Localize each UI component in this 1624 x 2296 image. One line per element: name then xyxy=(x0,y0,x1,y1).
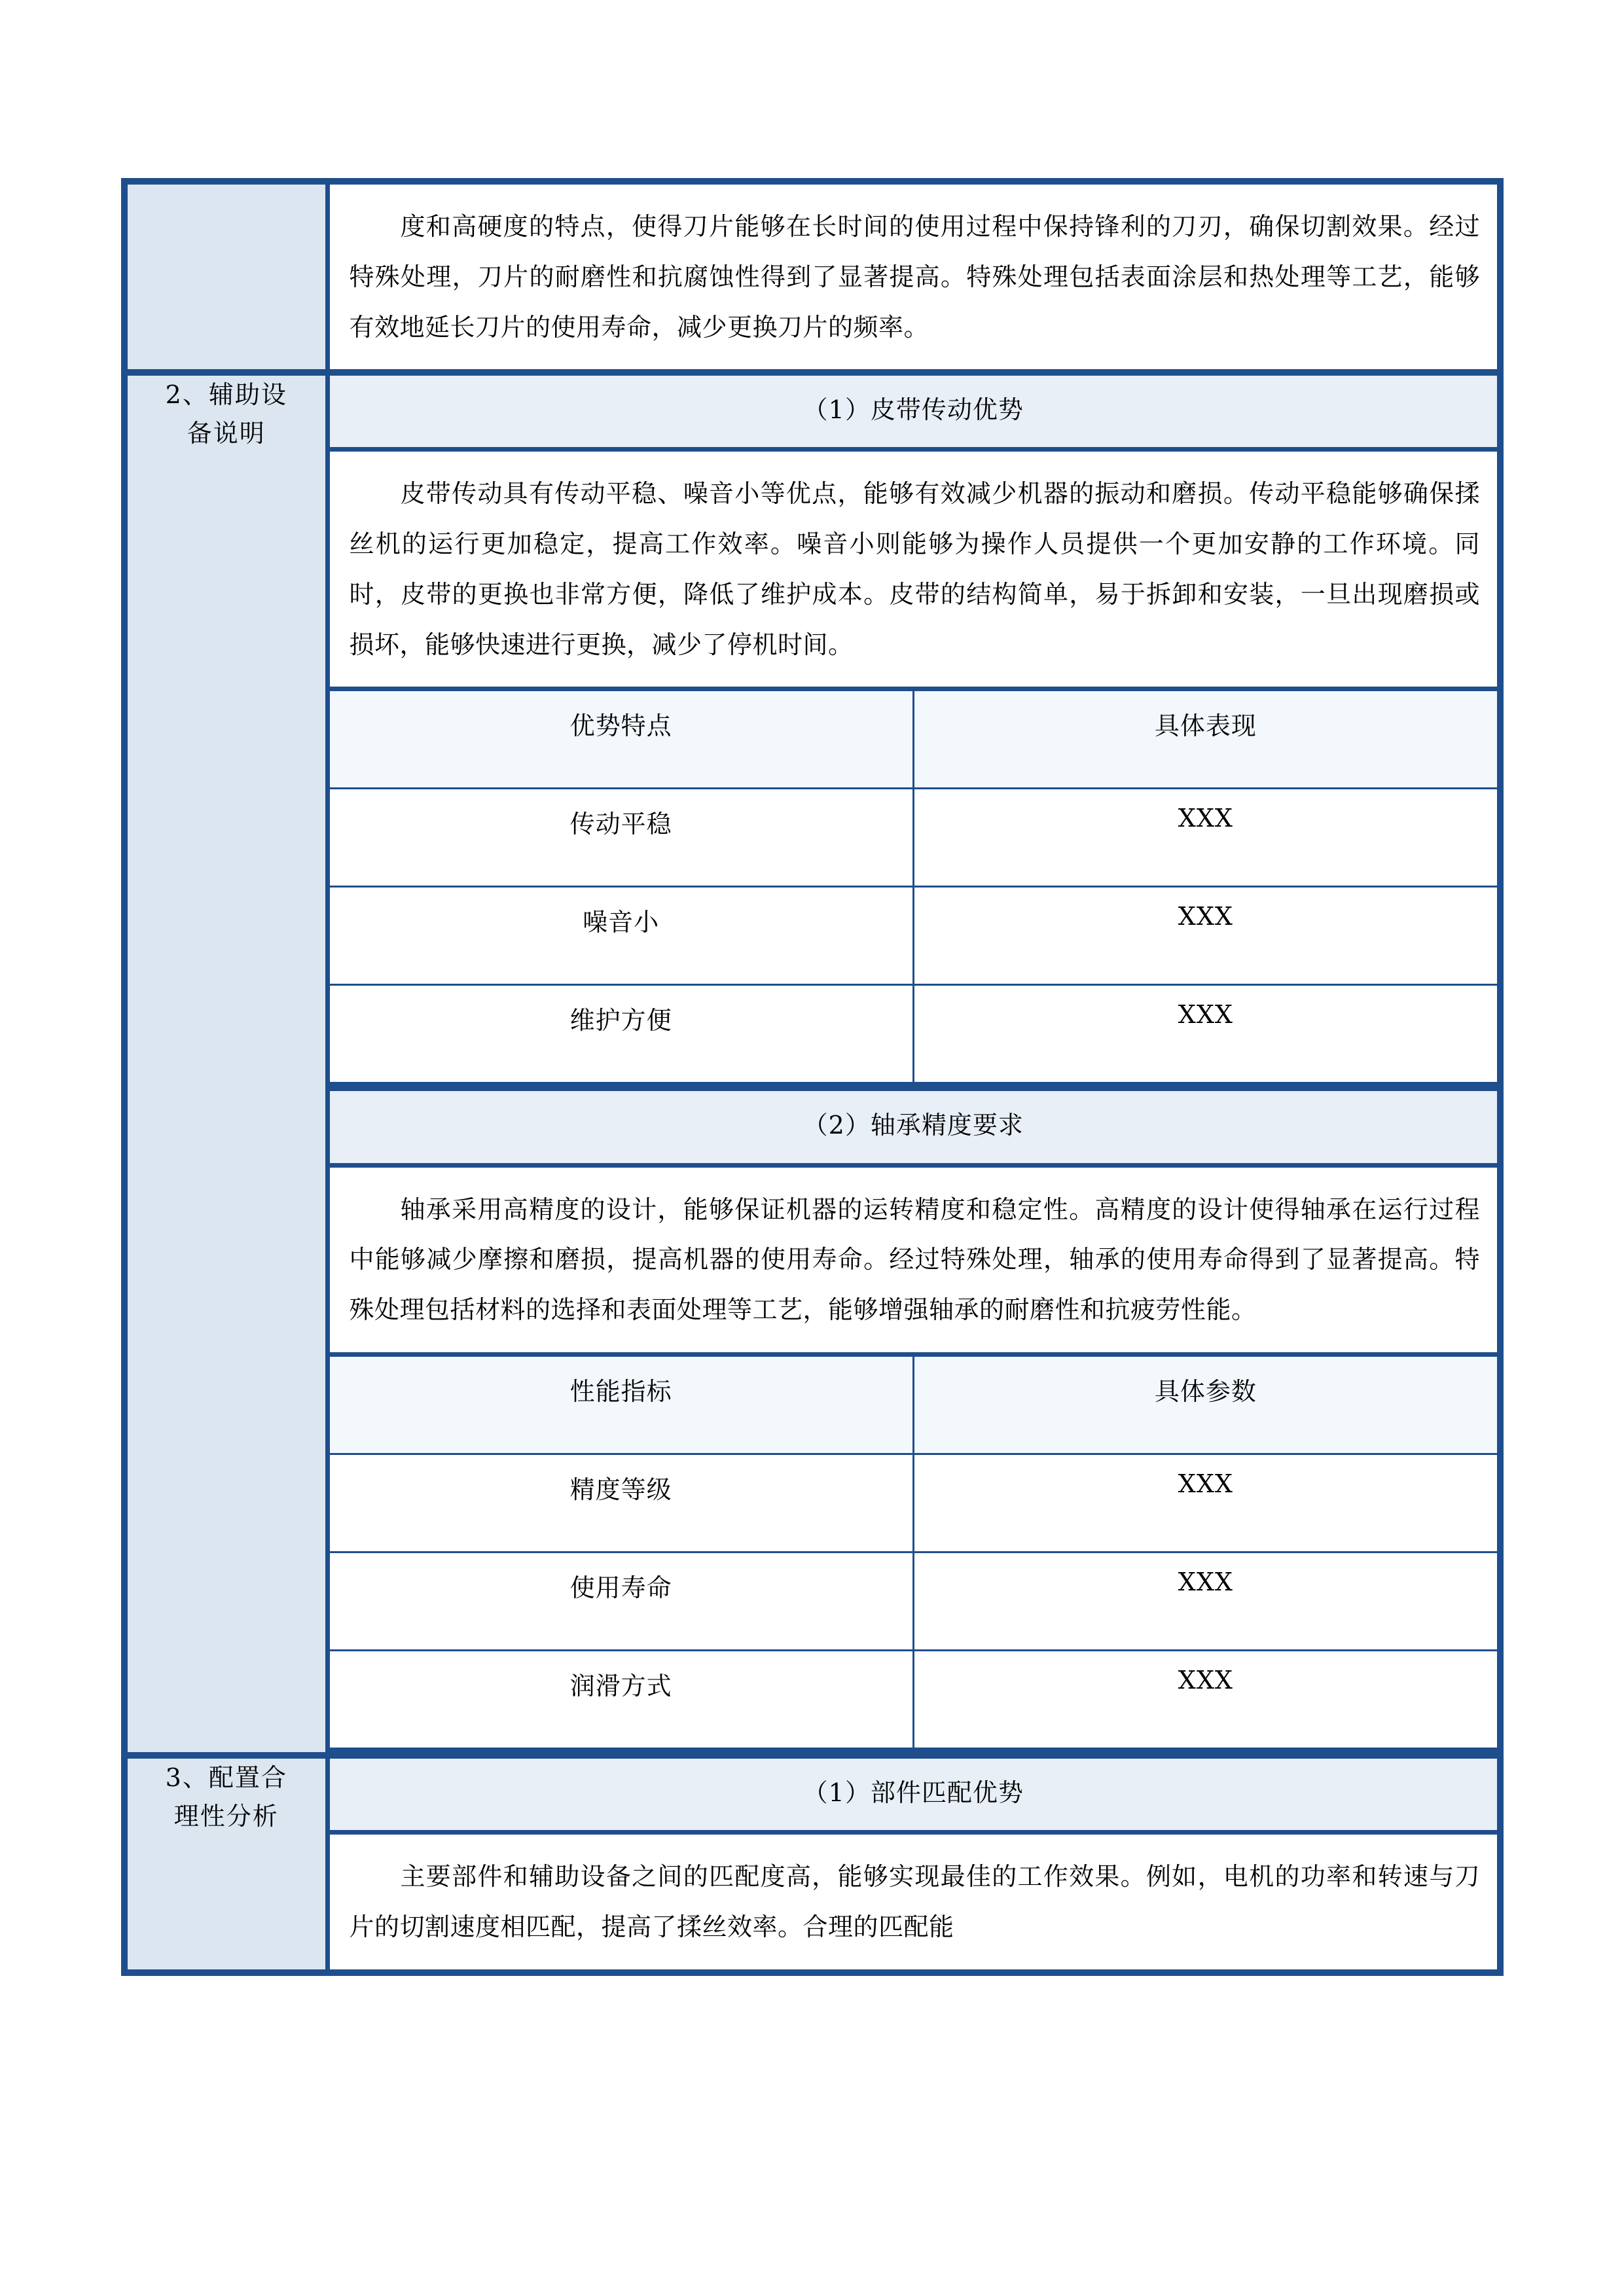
column-header-performance-index: 性能指标 xyxy=(330,1354,914,1454)
table-cell: XXX xyxy=(913,1650,1497,1749)
section-heading-belt-drive: （1）皮带传动优势 xyxy=(330,376,1498,452)
row-label-line: 理性分析 xyxy=(173,1801,279,1831)
paragraph-text: 主要部件和辅助设备之间的匹配度高，能够实现最佳的工作效果。例如，电机的功率和转速与刀片的切割速度相匹配，提高了揉丝效率。合理的匹配能 xyxy=(349,1862,1480,1941)
column-header-advantage-feature: 优势特点 xyxy=(330,689,914,789)
table-row xyxy=(330,789,1498,887)
table-row xyxy=(330,1650,1498,1749)
table-row xyxy=(124,372,1500,1755)
table-row xyxy=(330,1552,1498,1650)
content-stack-3 xyxy=(330,1759,1498,1969)
row-label-line: 2、辅助设 xyxy=(165,380,287,410)
paragraph-text: 度和高硬度的特点，使得刀片能够在长时间的使用过程中保持锋利的刀刃，确保切割效果。经过特殊处理，刀片的耐磨性和抗腐蚀性得到了显著提高。特殊处理包括表面涂层和热处理等工艺，能够有效地延长刀片的使用寿命，减少更换刀片的频率。 xyxy=(349,212,1480,342)
paragraph-text: 皮带传动具有传动平稳、噪音小等优点，能够有效减少机器的振动和磨损。传动平稳能够确保揉丝机的运行更加稳定，提高工作效率。噪音小则能够为操作人员提供一个更加安静的工作环境。同时，皮带的更换也非常方便，降低了维护成本。皮带的结构简单，易于拆卸和安装，一旦出现磨损或损坏，能够快速进行更换，减少了停机时间。 xyxy=(349,479,1480,659)
column-header-specific-parameter: 具体参数 xyxy=(913,1354,1497,1454)
table-cell: 使用寿命 xyxy=(330,1552,914,1650)
bearing-parameters-table xyxy=(330,1352,1498,1752)
row-body-cell-configuration-analysis xyxy=(327,1755,1500,1973)
section-heading-bearing-precision: （2）轴承精度要求 xyxy=(330,1086,1498,1167)
row-label-cell-configuration-analysis xyxy=(124,1755,327,1973)
table-cell: XXX xyxy=(913,985,1497,1085)
table-row xyxy=(330,887,1498,985)
row-label-cell-auxiliary-equipment xyxy=(124,372,327,1755)
table-cell: 维护方便 xyxy=(330,985,914,1085)
paragraph-block xyxy=(330,452,1498,687)
section-heading-component-matching: （1）部件匹配优势 xyxy=(330,1759,1498,1835)
paragraph-block xyxy=(330,1168,1498,1352)
table-cell: 润滑方式 xyxy=(330,1650,914,1749)
row-label-line: 备说明 xyxy=(187,419,266,448)
paragraph-text: 轴承采用高精度的设计，能够保证机器的运转精度和稳定性。高精度的设计使得轴承在运行过程中能够减少摩擦和磨损，提高机器的使用寿命。经过特殊处理，轴承的使用寿命得到了显著提高。特殊处理包括材料的选择和表面处理等工艺，能够增强轴承的耐磨性和抗疲劳性能。 xyxy=(349,1194,1480,1325)
table-cell: 传动平稳 xyxy=(330,789,914,887)
table-cell: XXX xyxy=(913,1552,1497,1650)
table-row xyxy=(330,985,1498,1085)
column-header-specific-performance: 具体表现 xyxy=(913,689,1497,789)
row-body-cell-1 xyxy=(327,181,1500,372)
table-cell: 噪音小 xyxy=(330,887,914,985)
table-cell: 精度等级 xyxy=(330,1454,914,1552)
document-table-wrapper xyxy=(121,178,1504,1976)
row-label-cell-1 xyxy=(124,181,327,372)
table-cell: XXX xyxy=(913,1454,1497,1552)
table-row xyxy=(124,181,1500,372)
content-stack-1 xyxy=(330,185,1498,369)
main-document-table xyxy=(121,178,1504,1976)
table-row xyxy=(330,1454,1498,1552)
table-cell: XXX xyxy=(913,789,1497,887)
table-header-row xyxy=(330,1354,1498,1454)
table-header-row xyxy=(330,689,1498,789)
table-row xyxy=(124,1755,1500,1973)
table-cell: XXX xyxy=(913,887,1497,985)
belt-advantages-table xyxy=(330,687,1498,1086)
paragraph-block xyxy=(330,1835,1498,1969)
row-body-cell-auxiliary-equipment xyxy=(327,372,1500,1755)
row-label-line: 3、配置合 xyxy=(165,1763,287,1792)
content-stack-2 xyxy=(330,376,1498,1752)
paragraph-block xyxy=(330,185,1498,369)
